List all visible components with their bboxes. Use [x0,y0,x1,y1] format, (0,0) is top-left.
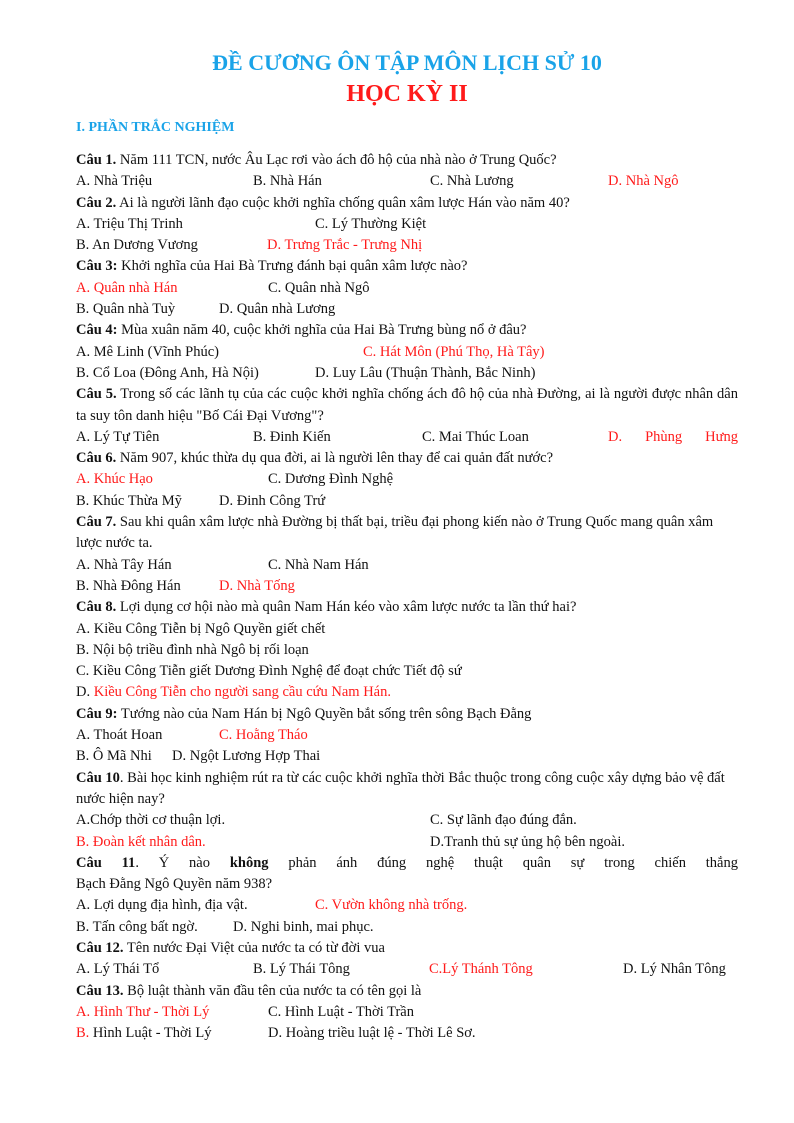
options-row [76,746,738,767]
option-c: C. Sự lãnh đạo đúng đắn. [430,812,577,829]
options-row [76,917,738,938]
document-subtitle: HỌC KỲ II [346,81,468,107]
options-row [76,959,738,980]
question-12 [76,938,738,959]
question-number: Câu 6. [76,450,117,467]
question-number: Câu 8. [76,599,117,616]
question-text: Lợi dụng cơ hội nào mà quân Nam Hán kéo vào xâm lược nước ta lần thứ hai? [116,599,577,616]
option-b: B. Lý Thái Tông [253,961,350,978]
options-row [76,1023,738,1044]
option-b-partial: B. Hình Luật - Thời Lý [76,1025,212,1042]
option-d: D. Đinh Công Trứ [219,492,326,509]
option-d: D. Nghi binh, mai phục. [233,918,374,935]
question-number: Câu 9: [76,705,118,722]
option-c: C. Dương Đình Nghệ [268,471,394,488]
question-1 [76,150,738,171]
option-a: A. Kiều Công Tiễn bị Ngô Quyền giết chết [76,620,326,637]
option-a: A. Nhà Triệu [76,173,153,190]
question-text: Sau khi quân xâm lược nhà Đường bị thất bại, triều đại phong kiến nào ở Trung Quốc mang quân xâm lược nước ta. [76,514,714,552]
question-6 [76,448,738,469]
option-c: C. Mai Thúc Loan [422,428,529,445]
option-b-correct: B. Đoàn kết nhân dân. [76,833,206,850]
option-b: B. Ô Mã Nhi [76,748,152,765]
question-number: Câu 10 [76,769,120,786]
option-c-correct: C. Hoằng Tháo [219,727,308,744]
options-row [76,299,738,320]
question-list [76,150,738,1044]
options-row [76,1002,738,1023]
option-d: D. Quân nhà Lương [219,301,336,318]
document-page [76,48,738,1044]
options-row [76,278,738,299]
question-2 [76,193,738,214]
options-row [76,363,738,384]
question-number: Câu 7. [76,514,117,531]
options-row [76,832,738,853]
option-d: D.Tranh thủ sự ủng hộ bên ngoài. [430,833,626,850]
option-c-correct: C. Vườn không nhà trống. [315,897,468,914]
option-a-correct: A. Khúc Hạo [76,471,153,488]
question-number: Câu 1. [76,152,117,168]
options-row [76,810,738,831]
option-a: A.Chớp thời cơ thuận lợi. [76,812,226,829]
option-c: C. Nhà Nam Hán [268,556,369,573]
option-b: B. Nhà Hán [253,173,322,190]
question-text: Bộ luật thành văn đầu tên của nước ta có tên gọi là [123,982,422,999]
options-row [76,469,738,490]
question-number: Câu 5. [76,386,117,403]
options-row [76,214,738,235]
question-3 [76,256,738,277]
question-text: Khởi nghĩa của Hai Bà Trưng đánh bại quân xâm lược nào? [117,258,468,275]
options-row [76,427,738,448]
option-d-correct: D. Nhà Tống [219,577,295,594]
option-b: B. Khúc Thừa Mỹ [76,492,182,509]
option-d-correct: D. Kiều Công Tiễn cho người sang cầu cứu Nam Hán. [76,684,391,701]
question-4 [76,320,738,341]
option-d: D. Luy Lâu (Thuận Thành, Bắc Ninh) [315,364,536,381]
section-heading: I. PHẦN TRẮC NGHIỆM [76,120,235,135]
option-d-correct: D. Trưng Trắc - Trưng Nhị [267,237,423,254]
question-9 [76,704,738,725]
question-13 [76,981,738,1002]
option-d: D. Ngột Lương Hợp Thai [172,748,321,765]
option-d-correct: D. Phùng Hưng [608,428,738,445]
question-number: Câu 2. [76,194,117,211]
option-c-correct: C.Lý Thánh Tông [429,961,533,978]
document-title: ĐỀ CƯƠNG ÔN TẬP MÔN LỊCH SỬ 10 [212,50,602,75]
option-a: A. Triệu Thị Trinh [76,215,183,232]
question-text: Ai là người lãnh đạo cuộc khởi nghĩa chống quân xâm lược Hán vào năm 40? [116,194,570,211]
question-11-cont: Bạch Đằng Ngô Quyền năm 938? [76,876,273,893]
option-a: A. Thoát Hoan [76,727,163,744]
option-b: B. Quân nhà Tuỳ [76,301,176,318]
question-7 [76,512,738,555]
options-row [76,171,738,192]
option-b: B. An Dương Vương [76,237,198,254]
option-b: B. Nhà Đông Hán [76,577,181,594]
question-text: Trong số các lãnh tụ của các cuộc khởi nghĩa chống ách đô hộ của nhà Đường, ai là người được nhân dân ta suy tôn danh hiệu "Bố Cái Đại Vương"? [76,386,738,424]
option-b: B. Nội bộ triều đình nhà Ngô bị rối loạn [76,641,309,658]
option-a: A. Nhà Tây Hán [76,556,172,573]
option-b: B. Cổ Loa (Đông Anh, Hà Nội) [76,364,259,381]
options-row [76,555,738,576]
option-c-correct: C. Hát Môn (Phú Thọ, Hà Tây) [363,343,545,360]
question-text: Tên nước Đại Việt của nước ta có từ đời vua [123,939,385,956]
option-b: B. Tấn công bất ngờ. [76,918,198,935]
options-row [76,491,738,512]
question-number: Câu 4: [76,322,118,339]
question-text: Năm 907, khúc thừa dụ qua đời, ai là người lên thay để cai quản đất nước? [116,450,554,467]
emphasis: không [229,854,269,871]
question-10 [76,768,738,811]
question-text: Tướng nào của Nam Hán bị Ngô Quyền bắt sống trên sông Bạch Đằng [117,705,532,722]
option-a: A. Mê Linh (Vĩnh Phúc) [76,343,219,360]
question-text: Năm 111 TCN, nước Âu Lạc rơi vào ách đô hộ của nhà nào ở Trung Quốc? [116,152,557,168]
option-a: A. Lý Thái Tổ [76,961,160,978]
option-d: D. Hoàng triều luật lệ - Thời Lê Sơ. [268,1025,476,1042]
option-a-correct: A. Quân nhà Hán [76,279,178,296]
option-a-correct: A. Hình Thư - Thời Lý [76,1003,210,1020]
question-number: Câu 12. [76,939,124,956]
option-a: A. Lý Tự Tiên [76,428,160,445]
option-c: C. Kiều Công Tiễn giết Dương Đình Nghệ để đoạt chức Tiết độ sứ [76,663,462,680]
options-row [76,342,738,363]
options-row [76,576,738,597]
option-b: B. Đinh Kiến [253,428,331,445]
option-c: C. Lý Thường Kiệt [315,215,427,232]
option-c: C. Nhà Lương [430,173,514,190]
question-number: Câu 3: [76,258,118,275]
question-number: Câu 13. [76,982,124,999]
option-a: A. Lợi dụng địa hình, địa vật. [76,897,248,914]
question-text: . Bài học kinh nghiệm rút ra từ các cuộc khởi nghĩa thời Bắc thuộc trong công cuộc xây dựng bảo vệ đất nước hiện nay? [76,769,725,807]
option-d-correct: D. Nhà Ngô [608,173,679,190]
options-row [76,725,738,746]
options-row [76,235,738,256]
option-c: C. Quân nhà Ngô [268,279,370,296]
question-8 [76,597,738,618]
options-row [76,895,738,916]
question-number: Câu 11 [76,854,136,871]
question-11: Câu 11. Ý nào không phản ánh đúng nghệ thuật quân sự trong chiến thắng [76,854,738,871]
question-5 [76,384,738,427]
question-text: Mùa xuân năm 40, cuộc khởi nghĩa của Hai Bà Trưng bùng nổ ở đâu? [117,322,527,339]
option-d: D. Lý Nhân Tông [623,961,726,978]
option-c: C. Hình Luật - Thời Trần [268,1003,414,1020]
